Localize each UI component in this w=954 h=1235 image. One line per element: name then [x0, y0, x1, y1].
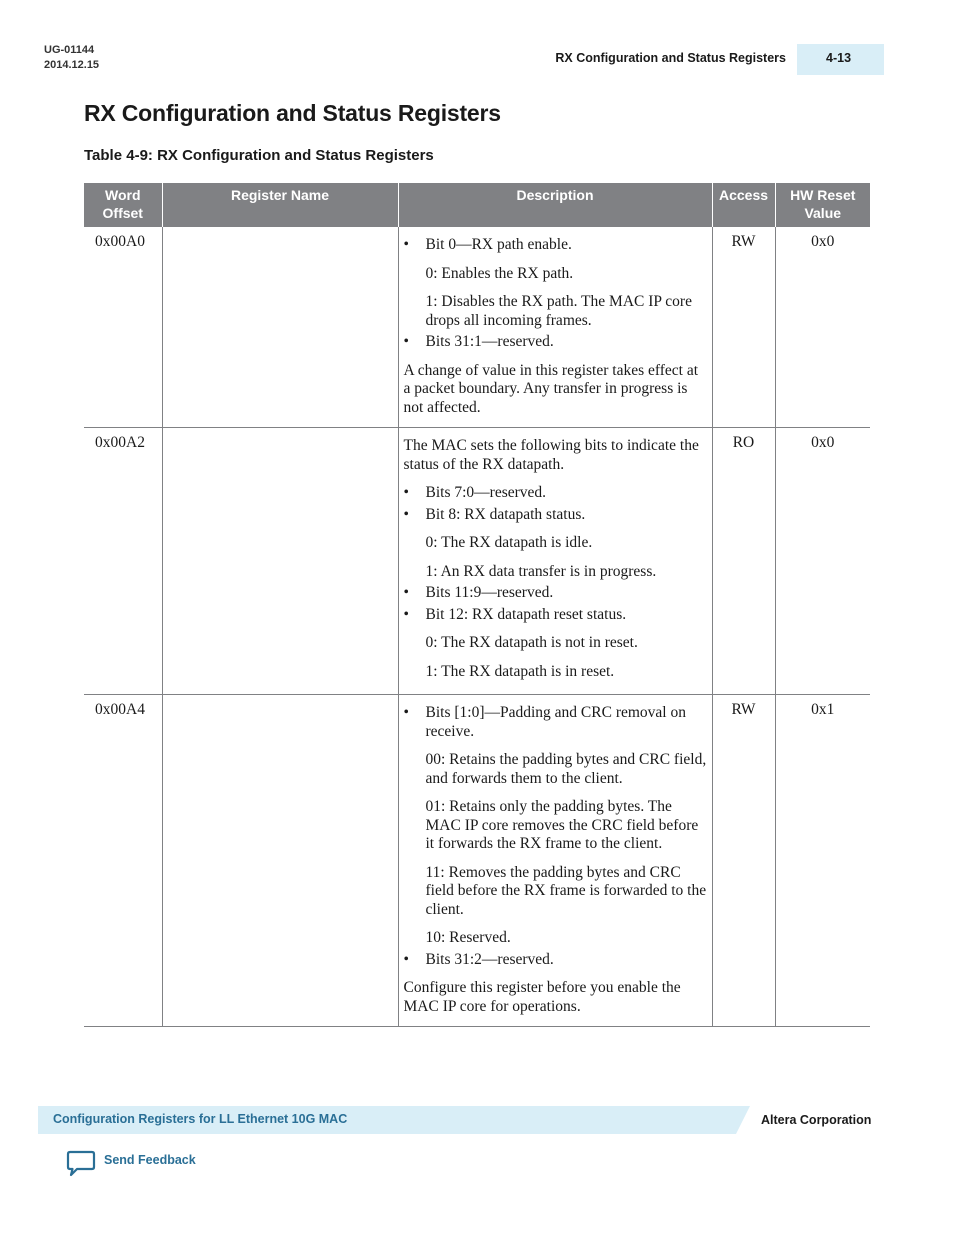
- bullet-text: Bits 7:0—reserved.: [425, 484, 547, 501]
- bullet-text: Bits 31:2—reserved.: [425, 950, 554, 968]
- footer-section-bar: [38, 1106, 750, 1134]
- bullet-item: [404, 236, 708, 330]
- footer-section-link[interactable]: Configuration Registers for LL Ethernet 10G MAC: [53, 1112, 348, 1126]
- cell-access: RW: [712, 695, 775, 1027]
- cell-hw-reset-value: 0x1: [775, 695, 870, 1027]
- bullet-text: Bit 8: RX datapath status.: [425, 505, 586, 523]
- table-header-row: [84, 183, 870, 227]
- cell-description: [398, 428, 712, 695]
- page-number: 4-13: [826, 51, 852, 65]
- table-caption: Table 4-9: RX Configuration and Status Registers: [84, 147, 434, 164]
- document-id: UG-01144: [44, 44, 95, 56]
- cell-register-name: [162, 695, 398, 1027]
- bullet-dot: •: [403, 584, 409, 601]
- bullet-subtext: 0: The RX datapath is idle.: [425, 534, 593, 551]
- cell-register-name: [162, 227, 398, 428]
- bullet-subtext: 1: An RX data transfer is in progress.: [425, 562, 657, 580]
- document-date: 2014.12.15: [44, 59, 100, 71]
- table-row: [84, 227, 870, 428]
- header-register-name: Register Name: [162, 183, 398, 227]
- speech-bubble-icon: [66, 1150, 96, 1178]
- bullet-dot: •: [403, 950, 409, 968]
- table-row: [84, 428, 870, 695]
- bullet-item: [404, 506, 708, 582]
- cell-word-offset: 0x00A0: [84, 227, 162, 428]
- bullet-dot: •: [403, 605, 409, 623]
- bullet-text: Bit 0—RX path enable.: [425, 236, 572, 253]
- page-number-tab: [797, 44, 884, 75]
- bullet-subtext: 00: Retains the padding bytes and CRC field, and forwards them to the client.: [425, 751, 707, 787]
- bullet-text: Bits 31:1—reserved.: [425, 333, 554, 350]
- header-hw-reset-value: HW Reset Value: [775, 183, 870, 227]
- cell-access: RO: [712, 428, 775, 695]
- bullet-item: [404, 333, 708, 352]
- bullet-dot: •: [403, 236, 409, 253]
- header-word-offset: Word Offset: [84, 183, 162, 227]
- description-paragraph: Configure this register before you enable the MAC IP core for operations.: [403, 979, 681, 1015]
- bullet-subtext: 0: Enables the RX path.: [425, 264, 574, 282]
- description-paragraph: The MAC sets the following bits to indicate the status of the RX datapath.: [403, 437, 699, 473]
- cell-access: RW: [712, 227, 775, 428]
- bullet-list: [404, 484, 708, 681]
- bullet-item: [404, 484, 708, 503]
- cell-description: [398, 227, 712, 428]
- bullet-subtext: 01: Retains only the padding bytes. The MAC IP core removes the CRC field before it forwards the RX frame to the client.: [425, 798, 699, 852]
- description-paragraph: A change of value in this register takes effect at a packet boundary. Any transfer in progress is not affected.: [403, 361, 699, 416]
- bullet-item: [404, 704, 708, 948]
- cell-word-offset: 0x00A4: [84, 695, 162, 1027]
- bullet-text: Bit 12: RX datapath reset status.: [425, 605, 627, 623]
- bullet-subtext: 1: Disables the RX path. The MAC IP core drops all incoming frames.: [425, 293, 692, 329]
- cell-register-name: [162, 428, 398, 695]
- bullet-text: Bits 11:9—reserved.: [425, 584, 554, 601]
- page-title: RX Configuration and Status Registers: [84, 100, 501, 126]
- bullet-dot: •: [403, 333, 409, 350]
- document-id-block: [44, 43, 99, 73]
- cell-hw-reset-value: 0x0: [775, 428, 870, 695]
- header-access: Access: [712, 183, 775, 227]
- footer-company: Altera Corporation: [761, 1113, 872, 1127]
- bullet-dot: •: [403, 505, 409, 523]
- table-row: [84, 695, 870, 1027]
- bullet-item: [404, 951, 708, 970]
- bullet-item: [404, 584, 708, 603]
- bullet-subtext: 1: The RX datapath is in reset.: [425, 662, 615, 680]
- bullet-dot: •: [403, 704, 409, 721]
- bullet-dot: •: [403, 484, 409, 501]
- header-description: Description: [398, 183, 712, 227]
- send-feedback-label[interactable]: Send Feedback: [104, 1153, 196, 1167]
- bullet-list: [404, 704, 708, 969]
- register-table: [84, 183, 870, 1027]
- bullet-list: [404, 236, 708, 352]
- bullet-item: [404, 606, 708, 682]
- bullet-subtext: 11: Removes the padding bytes and CRC field before the RX frame is forwarded to the client.: [425, 863, 707, 918]
- cell-hw-reset-value: 0x0: [775, 227, 870, 428]
- bullet-subtext: 10: Reserved.: [425, 929, 511, 946]
- bullet-subtext: 0: The RX datapath is not in reset.: [425, 634, 638, 651]
- cell-word-offset: 0x00A2: [84, 428, 162, 695]
- running-header-title: RX Configuration and Status Registers: [555, 51, 786, 65]
- bullet-text: Bits [1:0]—Padding and CRC removal on receive.: [425, 704, 686, 740]
- cell-description: [398, 695, 712, 1027]
